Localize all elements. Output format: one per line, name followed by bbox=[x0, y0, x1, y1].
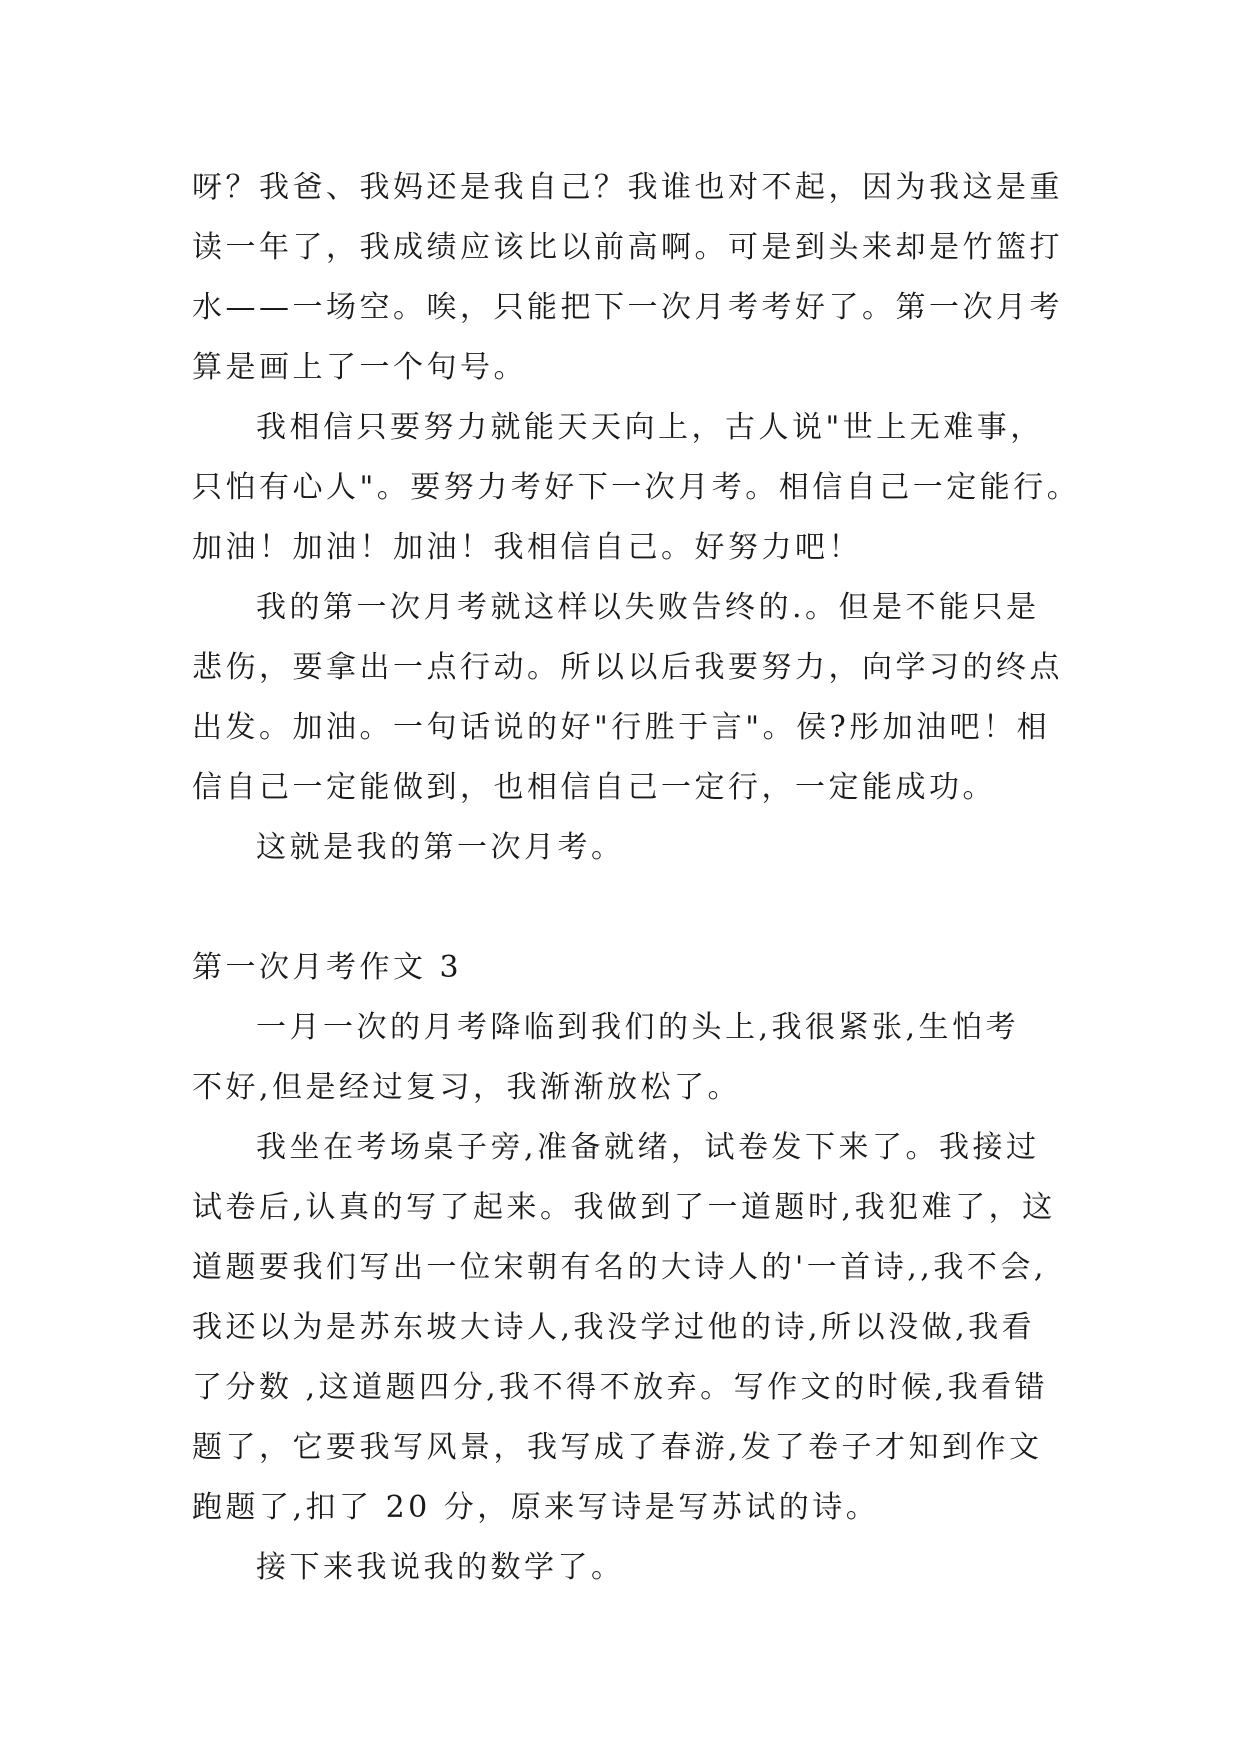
document-body bbox=[192, 158, 1081, 1598]
text-line: 接下来我说我的数学了。 bbox=[256, 1550, 625, 1585]
text-line: 我还以为是苏东坡大诗人,我没学过他的诗,所以没做,我看 bbox=[192, 1310, 1036, 1345]
paragraph-1 bbox=[192, 158, 1072, 398]
text-line: 加油！加油！加油！我相信自己。好努力吧！ bbox=[192, 530, 862, 565]
paragraph-5 bbox=[192, 998, 1072, 1118]
text-line: 不好,但是经过复习，我渐渐放松了。 bbox=[192, 1070, 742, 1105]
section-heading: 第一次月考作文 3 bbox=[192, 950, 463, 985]
text-line: 我相信只要努力就能天天向上，古人说"世上无难事， bbox=[256, 410, 1044, 445]
text-line: 我的第一次月考就这样以失败告终的.。但是不能只是 bbox=[256, 590, 1040, 625]
text-line: 试卷后,认真的写了起来。我做到了一道题时,我犯难了，这 bbox=[192, 1190, 1056, 1225]
text-line: 道题要我们写出一位宋朝有名的大诗人的'一首诗,,我不会, bbox=[192, 1250, 1047, 1285]
text-line: 这就是我的第一次月考。 bbox=[256, 830, 625, 865]
text-line: 我坐在考场桌子旁,准备就绪，试卷发下来了。我接过 bbox=[256, 1130, 1040, 1165]
text-line: 一月一次的月考降临到我们的头上,我很紧张,生怕考 bbox=[256, 1010, 1020, 1045]
paragraph-4 bbox=[192, 818, 1072, 878]
text-line: 题了，它要我写风景，我写成了春游,发了卷子才知到作文 bbox=[192, 1430, 1043, 1465]
text-line: 只怕有心人"。要努力考好下一次月考。相信自己一定能行。 bbox=[192, 470, 1081, 505]
text-line: 读一年了，我成绩应该比以前高啊。可是到头来却是竹篮打 bbox=[192, 230, 1063, 265]
blank-line bbox=[192, 878, 1072, 938]
paragraph-6 bbox=[192, 1118, 1072, 1538]
text-line: 水——一场空。唉，只能把下一次月考考好了。第一次月考 bbox=[192, 290, 1063, 325]
paragraph-3 bbox=[192, 578, 1072, 818]
text-line: 算是画上了一个句号。 bbox=[192, 350, 527, 385]
paragraph-7 bbox=[192, 1538, 1072, 1598]
text-line: 信自己一定能做到，也相信自己一定行，一定能成功。 bbox=[192, 770, 996, 805]
text-line: 悲伤，要拿出一点行动。所以以后我要努力，向学习的终点 bbox=[192, 650, 1063, 685]
text-line: 跑题了,扣了 20 分，原来写诗是写苏试的诗。 bbox=[192, 1490, 880, 1525]
text-line: 了分数 ,这道题四分,我不得不放弃。写作文的时候,我看错 bbox=[192, 1370, 1049, 1405]
paragraph-2 bbox=[192, 398, 1081, 578]
text-line: 出发。加油。一句话说的好"行胜于言"。侯?彤加油吧！相 bbox=[192, 710, 1051, 745]
text-line: 呀？我爸、我妈还是我自己？我谁也对不起，因为我这是重 bbox=[192, 170, 1063, 205]
